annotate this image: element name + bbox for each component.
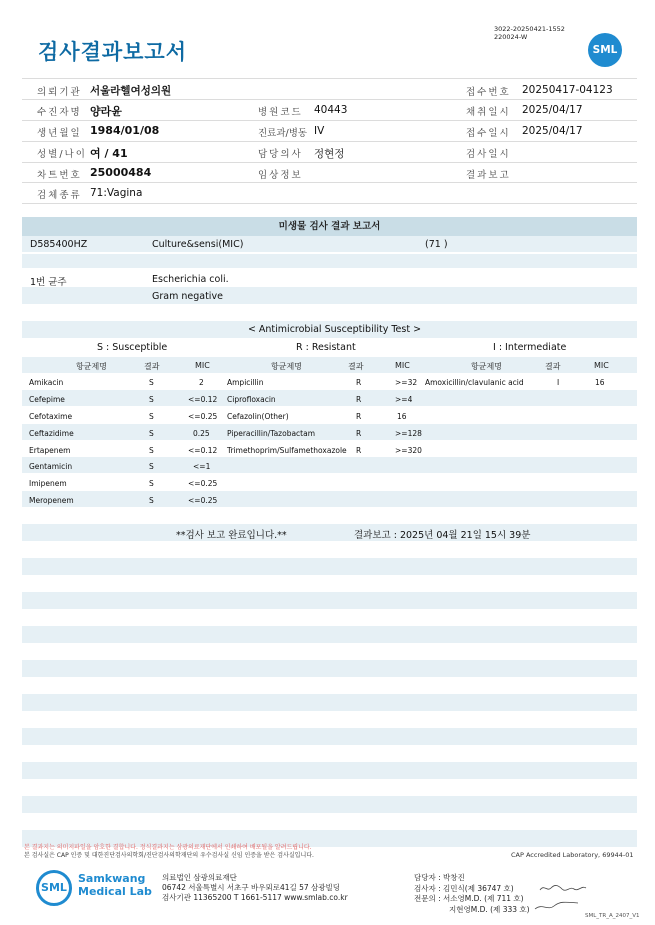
institution-value: 서울라헬여성의원: [90, 85, 172, 97]
report-time: 결과보고 : 2025년 04월 21일 15시 39분: [354, 530, 531, 541]
signature-image: [532, 898, 582, 912]
addr-line1: 의료법인 삼광의료재단: [162, 873, 237, 882]
ast-mic: >=4: [395, 395, 413, 404]
doctor-value: 정현정: [314, 148, 345, 160]
ast-result: R: [356, 429, 362, 438]
empty-row: [22, 796, 637, 813]
empty-row: [22, 592, 637, 609]
divider: [22, 78, 637, 79]
divider: [22, 162, 637, 163]
ast-result: S: [149, 446, 154, 455]
gender-value: 여 / 41: [90, 147, 128, 160]
staff-specialist1: 전문의 : 서소영M.D. (제 711 호): [414, 894, 524, 903]
certification-note: 본 검사실은 CAP 인증 및 대한진단검사의학회/진단검사의학재단의 우수검사실 신임 인증을 받은 검사실입니다.: [24, 852, 314, 859]
ast-drug: Piperacillin/Tazobactam: [227, 429, 316, 438]
ast-drug: Gentamicin: [29, 462, 73, 471]
report-label: 결과보고: [466, 170, 511, 181]
col3-drug-header: 항균제명: [471, 362, 502, 371]
gram-stain: Gram negative: [152, 291, 223, 302]
micro-section-title: 미생물 검사 결과 보고서: [278, 221, 381, 232]
chart-value: 25000484: [90, 166, 152, 179]
gender-label: 성별/나이: [37, 149, 87, 160]
col2-drug-header: 항균제명: [271, 362, 302, 371]
addr-line2: 06742 서울특별시 서초구 바우뫼로41길 57 삼광빌딩: [162, 883, 341, 892]
legend-resistant: R : Resistant: [296, 342, 356, 353]
hospital-code-value: 40443: [314, 104, 348, 116]
ast-mic: 16: [595, 378, 605, 387]
ast-mic: 0.25: [193, 429, 210, 438]
completion-row: [22, 524, 637, 541]
divider: [22, 182, 637, 183]
brand-line2: Medical Lab: [78, 885, 152, 898]
sml-footer-logo: SML: [36, 870, 72, 906]
clinical-label: 임상정보: [258, 170, 303, 181]
page-title: 검사결과보고서: [38, 40, 188, 64]
divider: [22, 203, 637, 204]
test-code: D585400HZ: [30, 239, 88, 250]
institution-label: 의뢰기관: [37, 87, 82, 98]
col2-mic-header: MIC: [395, 361, 410, 370]
col1-result-header: 결과: [144, 362, 160, 371]
form-version: SML_TR_A_2407_V1: [585, 913, 640, 919]
receipt-date-value: 2025/04/17: [522, 125, 583, 137]
empty-row: [22, 728, 637, 745]
col3-mic-header: MIC: [594, 361, 609, 370]
addr-line3: 검사기관 11365200 T 1661-5117 www.smlab.co.kr: [162, 893, 348, 902]
ast-drug: Ertapenem: [29, 446, 71, 455]
signature-icon: [532, 899, 582, 913]
ast-result: S: [149, 395, 154, 404]
col1-mic-header: MIC: [195, 361, 210, 370]
receipt-no-label: 접수번호: [466, 87, 511, 98]
ast-result: S: [149, 429, 154, 438]
lab-address: [162, 873, 348, 903]
ast-drug: Cefazolin(Other): [227, 412, 289, 421]
recipient-value: 양라윤: [90, 105, 122, 118]
empty-row: [22, 558, 637, 575]
ast-mic: <=0.12: [188, 395, 218, 404]
legend-intermediate: I : Intermediate: [493, 342, 567, 353]
ast-drug: Ceftazidime: [29, 429, 74, 438]
divider: [22, 99, 637, 100]
ast-drug: Ampicillin: [227, 378, 264, 387]
signature-image: [538, 878, 588, 888]
empty-row: [22, 626, 637, 643]
ast-row-stripe: [22, 424, 637, 440]
doc-code-line1: 3022-20250421-1552: [494, 25, 565, 33]
legend-susceptible: S : Susceptible: [97, 342, 168, 353]
ast-drug: Amoxicillin/clavulanic acid: [425, 378, 524, 387]
ast-title-row: [22, 321, 637, 338]
specimen-label: 검체종류: [37, 190, 82, 201]
micro-section-header: [22, 217, 637, 236]
ast-mic: <=0.25: [188, 412, 218, 421]
ast-title: < Antimicrobial Susceptibility Test >: [247, 324, 422, 335]
ast-result: S: [149, 496, 154, 505]
birth-value: 1984/01/08: [90, 124, 160, 137]
brand-name: [78, 872, 152, 898]
ast-result: R: [356, 412, 362, 421]
ast-drug: Meropenem: [29, 496, 74, 505]
ast-result: S: [149, 378, 154, 387]
test-date-label: 검사일시: [466, 149, 511, 160]
ast-drug: Cefotaxime: [29, 412, 73, 421]
staff-manager: 담당자 : 박창진: [414, 873, 465, 882]
ast-result: S: [149, 479, 154, 488]
ast-mic: >=128: [395, 429, 422, 438]
strain-label: 1번 균주: [30, 277, 67, 288]
specimen-value: 71:Vagina: [90, 187, 143, 199]
ast-mic: <=0.25: [188, 479, 218, 488]
ast-mic: 16: [397, 412, 407, 421]
empty-row: [22, 694, 637, 711]
ast-result: R: [356, 446, 362, 455]
collect-value: 2025/04/17: [522, 104, 583, 116]
image-notice: 본 결과지는 의미지파일을 암호한 결합니다. 정식결과지는 삼광의료재단에서 인쇄하여 배포될을 알려드립니다.: [24, 844, 312, 851]
blank-row: [22, 254, 637, 268]
ast-drug: Amikacin: [29, 378, 64, 387]
recipient-label: 수진자명: [37, 107, 82, 118]
empty-row: [22, 762, 637, 779]
doctor-label: 담당의사: [258, 149, 303, 160]
divider: [22, 120, 637, 121]
ast-mic: <=1: [193, 462, 211, 471]
divider: [22, 141, 637, 142]
receipt-no-value: 20250417-04123: [522, 84, 613, 96]
chart-label: 차트번호: [37, 170, 82, 181]
birth-label: 생년월일: [37, 128, 82, 139]
ast-drug: Imipenem: [29, 479, 67, 488]
col2-result-header: 결과: [348, 362, 364, 371]
ast-result: I: [557, 378, 560, 387]
ast-row-stripe: [22, 457, 637, 473]
col1-drug-header: 항균제명: [76, 362, 107, 371]
staff-tester: 검사자 : 김민식(제 36747 호): [414, 883, 514, 893]
ast-result: R: [356, 378, 362, 387]
dept-label: 진료과/병동: [258, 128, 308, 139]
sml-logo: SML: [588, 33, 622, 67]
micro-test-row: [22, 236, 637, 252]
ast-result: R: [356, 395, 362, 404]
ast-mic: >=320: [395, 446, 422, 455]
ast-drug: Ciprofloxacin: [227, 395, 276, 404]
receipt-date-label: 접수일시: [466, 128, 511, 139]
ast-result: S: [149, 462, 154, 471]
gram-row: [22, 287, 637, 304]
test-number: (71 ): [425, 239, 448, 250]
hospital-code-label: 병원코드: [258, 107, 303, 118]
ast-result: S: [149, 412, 154, 421]
test-name: Culture&sensi(MIC): [152, 239, 244, 250]
ast-mic: 2: [199, 378, 204, 387]
brand-line1: Samkwang: [78, 872, 146, 885]
staff-specialist2: 지현영M.D. (제 333 호): [449, 904, 530, 914]
empty-row: [22, 660, 637, 677]
document-code: [494, 25, 565, 41]
ast-row-stripe: [22, 390, 637, 406]
cap-accreditation: CAP Accredited Laboratory, 69944-01: [511, 851, 634, 859]
staff-list: [414, 873, 530, 915]
doc-code-line2: 220024-W: [494, 33, 528, 41]
ast-mic: <=0.12: [188, 446, 218, 455]
dept-value: IV: [314, 125, 325, 137]
ast-drug: Cefepime: [29, 395, 65, 404]
col3-result-header: 결과: [545, 362, 561, 371]
ast-mic: <=0.25: [188, 496, 218, 505]
completion-text: **검사 보고 완료입니다.**: [176, 530, 287, 541]
ast-row-stripe: [22, 491, 637, 507]
signature-icon: [538, 883, 588, 893]
organism-name: Escherichia coli.: [152, 274, 229, 285]
collect-label: 채취일시: [466, 107, 511, 118]
ast-mic: >=32: [395, 378, 418, 387]
ast-drug: Trimethoprim/Sulfamethoxazole: [227, 446, 347, 455]
